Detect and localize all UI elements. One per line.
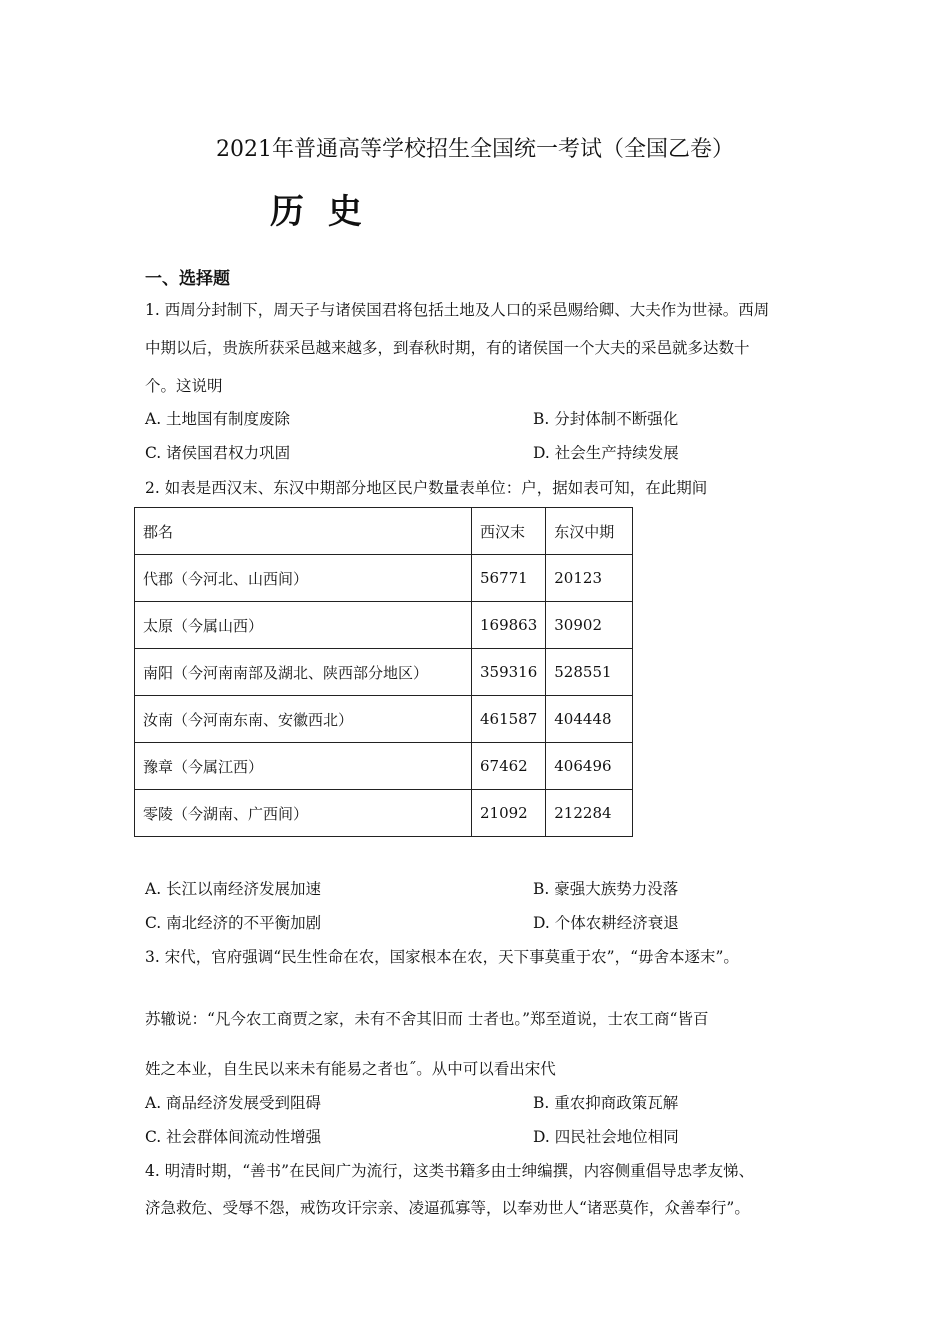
table-cell: 56771 [472,555,546,602]
table-cell: 406496 [546,743,633,790]
table-cell: 豫章（今属江西） [135,743,472,790]
table-row [135,555,633,602]
section-heading: 一、选择题 [145,269,230,289]
table-header-row [135,508,633,555]
q3-option-b: B. 重农抑商政策瓦解 [533,1094,679,1112]
q3-line-1: 3. 宋代，官府强调“民生性命在农，国家根本在农，天下事莫重于农”，“毋舍本逐末”。 [145,948,739,966]
table-cell: 代郡（今河北、山西间） [135,555,472,602]
table-cell: 528551 [546,649,633,696]
q2-option-b: B. 豪强大族势力没落 [533,880,679,898]
q1-line-3: 个。这说明 [145,377,223,395]
population-table [134,507,633,837]
table-cell: 汝南（今河南东南、安徽西北） [135,696,472,743]
header-cell: 郡名 [135,508,472,555]
q3-line-3: 姓之本业，自生民以来未有能易之者也˝。从中可以看出宋代 [145,1060,556,1078]
table-row [135,743,633,790]
table-row [135,790,633,837]
table-row [135,696,633,743]
table-row [135,649,633,696]
header-cell: 西汉末 [472,508,546,555]
q2-option-c: C. 南北经济的不平衡加剧 [145,914,322,932]
exam-title: 2021年普通高等学校招生全国统一考试（全国乙卷） [216,137,734,162]
q1-option-b: B. 分封体制不断强化 [533,410,679,428]
header-cell: 东汉中期 [546,508,633,555]
q3-line-2: 苏辙说：“凡今农工商贾之家，未有不舍其旧而 士者也。”郑至道说，士农工商“皆百 [145,1010,709,1028]
table-cell: 67462 [472,743,546,790]
table-cell: 359316 [472,649,546,696]
table-cell: 461587 [472,696,546,743]
q3-option-d: D. 四民社会地位相同 [533,1128,679,1146]
q1-line-2: 中期以后，贵族所获采邑越来越多，到春秋时期，有的诸侯国一个大夫的采邑就多达数十 [145,339,750,357]
table-cell: 404448 [546,696,633,743]
q3-option-c: C. 社会群体间流动性增强 [145,1128,322,1146]
table-cell: 太原（今属山西） [135,602,472,649]
q4-line-1: 4. 明清时期，“善书”在民间广为流行，这类书籍多由士绅编撰，内容侧重倡导忠孝友悌、 [145,1162,755,1180]
q1-option-c: C. 诸侯国君权力巩固 [145,444,291,462]
table-cell: 212284 [546,790,633,837]
q2-option-d: D. 个体农耕经济衰退 [533,914,679,932]
q1-option-a: A. 土地国有制度废除 [145,410,291,428]
table-row [135,602,633,649]
q1-option-d: D. 社会生产持续发展 [533,444,679,462]
q3-option-a: A. 商品经济发展受到阻碍 [145,1094,322,1112]
q1-line-1: 1. 西周分封制下，周天子与诸侯国君将包括土地及人口的采邑赐给卿、大夫作为世禄。西周 [145,301,770,319]
subject-heading: 历 史 [270,192,368,232]
table-cell: 20123 [546,555,633,602]
table-cell: 30902 [546,602,633,649]
table-cell: 169863 [472,602,546,649]
q4-line-2: 济急救危、受辱不怨，戒饬攻讦宗亲、凌逼孤寡等，以奉劝世人“诸恶莫作，众善奉行”。 [145,1199,750,1217]
q2-stem: 2. 如表是西汉末、东汉中期部分地区民户数量表单位：户，据如表可知，在此期间 [145,479,708,497]
table-cell: 21092 [472,790,546,837]
table-cell: 南阳（今河南南部及湖北、陕西部分地区） [135,649,472,696]
table-cell: 零陵（今湖南、广西间） [135,790,472,837]
q2-option-a: A. 长江以南经济发展加速 [145,880,322,898]
